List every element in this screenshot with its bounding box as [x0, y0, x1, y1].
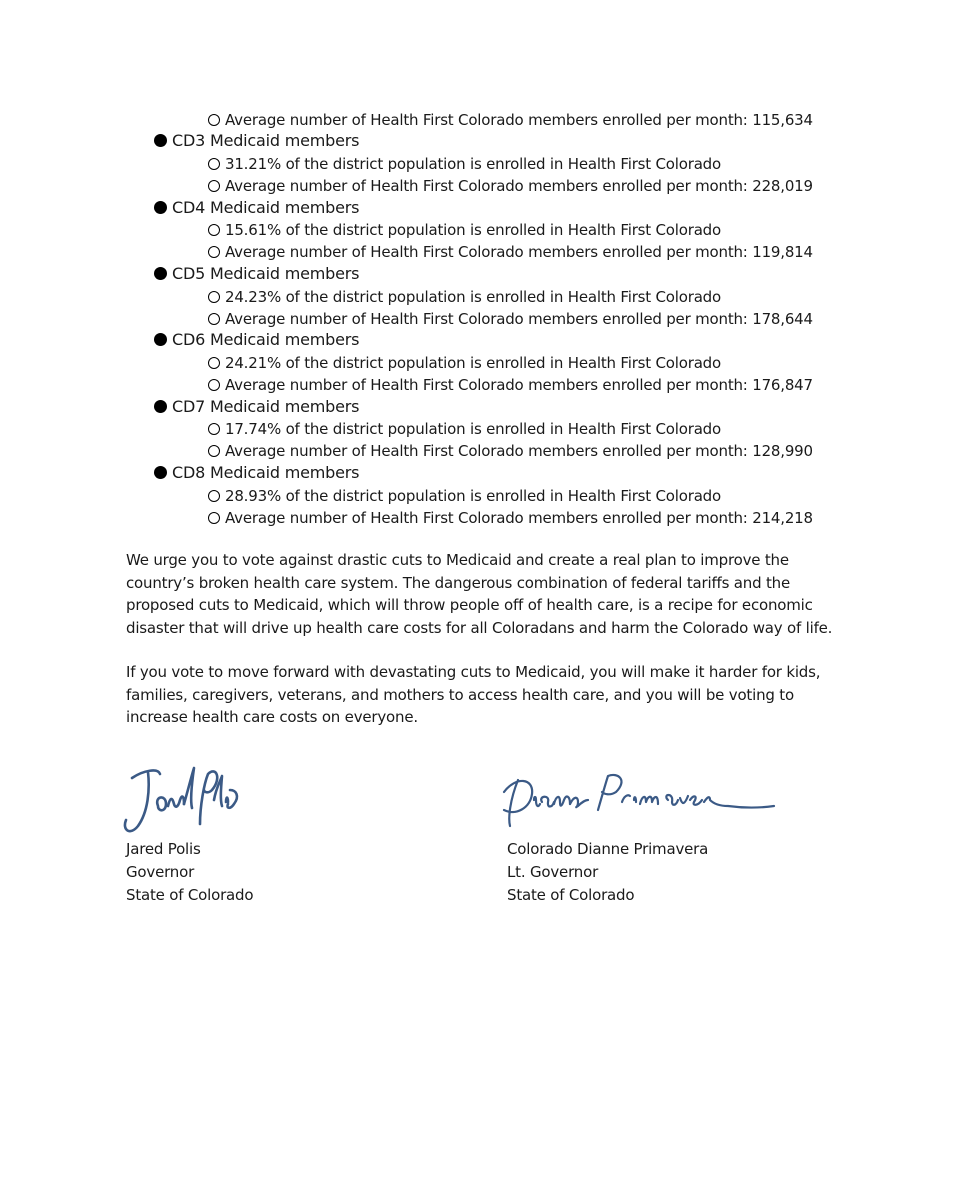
hollow-bullet-icon — [208, 224, 220, 236]
hollow-bullet-icon — [208, 490, 220, 502]
filled-bullet-icon — [154, 466, 167, 479]
hollow-bullet-icon — [208, 445, 220, 457]
district-avg-line: Average number of Health First Colorado members enrolled per month: 228,019 — [208, 176, 813, 196]
filled-bullet-icon — [154, 333, 167, 346]
district-heading: CD3 Medicaid members — [154, 131, 359, 151]
district-avg-line: Average number of Health First Colorado members enrolled per month: 214,218 — [208, 508, 813, 528]
hollow-bullet-icon — [208, 512, 220, 524]
body-paragraph: We urge you to vote against drastic cuts to Medicaid and create a real plan to improve the country’s broken health care system. The dangerous combination of federal tariffs and the proposed cuts to Medicaid, which will throw people off of health care, is a recipe for economic disaster that will drive up health care costs for all Coloradans and harm the Colorado way of life. — [126, 551, 833, 637]
signer-name: Colorado Dianne Primavera — [507, 840, 709, 858]
hollow-bullet-icon — [208, 246, 220, 258]
district-heading: CD7 Medicaid members — [154, 397, 359, 417]
filled-bullet-icon — [154, 134, 167, 147]
district-pct-line: 28.93% of the district population is enrolled in Health First Colorado — [208, 486, 721, 506]
district-pct-line: 17.74% of the district population is enrolled in Health First Colorado — [208, 419, 721, 439]
signer-name: Jared Polis — [126, 840, 201, 858]
hollow-bullet-icon — [208, 158, 220, 170]
district-heading: CD6 Medicaid members — [154, 330, 359, 350]
district-heading: CD5 Medicaid members — [154, 264, 359, 284]
district-avg-line: Average number of Health First Colorado members enrolled per month: 178,644 — [208, 309, 813, 329]
signer-title: Lt. Governor — [507, 863, 599, 881]
signer-block — [507, 838, 708, 907]
signer-title: Governor — [126, 863, 195, 881]
district-avg-line: Average number of Health First Colorado members enrolled per month: 115,634 — [208, 110, 813, 130]
signature-primavera-image — [498, 770, 778, 830]
district-avg-line: Average number of Health First Colorado members enrolled per month: 128,990 — [208, 441, 813, 461]
district-pct-line: 15.61% of the district population is enrolled in Health First Colorado — [208, 220, 721, 240]
filled-bullet-icon — [154, 267, 167, 280]
body-paragraph: If you vote to move forward with devastating cuts to Medicaid, you will make it harder for kids, families, caregivers, veterans, and mothers to access health care, and you will be voting to increase health care costs on everyone. — [126, 663, 821, 726]
hollow-bullet-icon — [208, 357, 220, 369]
district-pct-line: 24.23% of the district population is enrolled in Health First Colorado — [208, 287, 721, 307]
signature-polis-image — [118, 760, 248, 840]
district-avg-line: Average number of Health First Colorado members enrolled per month: 176,847 — [208, 375, 813, 395]
hollow-bullet-icon — [208, 114, 220, 126]
hollow-bullet-icon — [208, 379, 220, 391]
filled-bullet-icon — [154, 201, 167, 214]
district-heading: CD4 Medicaid members — [154, 198, 359, 218]
district-pct-line: 31.21% of the district population is enrolled in Health First Colorado — [208, 154, 721, 174]
district-avg-line: Average number of Health First Colorado members enrolled per month: 119,814 — [208, 242, 813, 262]
signer-org: State of Colorado — [507, 886, 635, 904]
district-heading: CD8 Medicaid members — [154, 463, 359, 483]
hollow-bullet-icon — [208, 180, 220, 192]
hollow-bullet-icon — [208, 291, 220, 303]
district-pct-line: 24.21% of the district population is enrolled in Health First Colorado — [208, 353, 721, 373]
signer-block — [126, 838, 253, 907]
hollow-bullet-icon — [208, 313, 220, 325]
hollow-bullet-icon — [208, 423, 220, 435]
filled-bullet-icon — [154, 400, 167, 413]
signer-org: State of Colorado — [126, 886, 254, 904]
